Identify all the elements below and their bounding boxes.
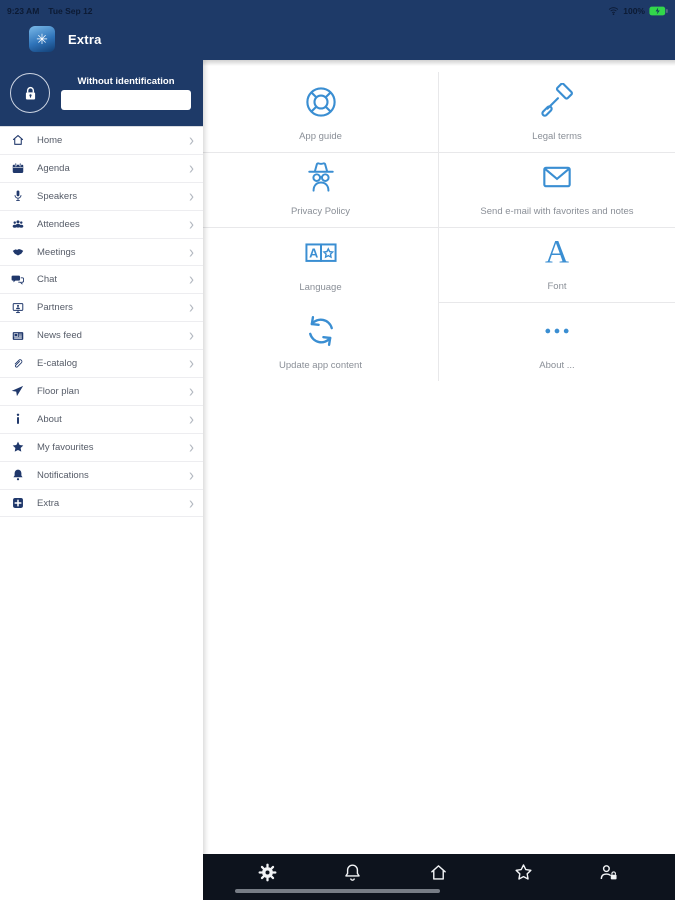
home-icon[interactable] xyxy=(428,862,449,883)
sidebar-item-label: Floor plan xyxy=(37,385,80,397)
sidebar-item-label: Notifications xyxy=(37,469,89,481)
chevron-right-icon: › xyxy=(189,409,194,430)
sidebar-item-agenda[interactable] xyxy=(0,155,203,183)
chevron-right-icon: › xyxy=(189,270,194,290)
sidebar xyxy=(0,60,203,900)
sidebar-item-label: Extra xyxy=(37,497,60,509)
home-indicator[interactable] xyxy=(235,889,440,894)
tile-label: Privacy Policy xyxy=(290,206,351,217)
sidebar-item-home[interactable] xyxy=(0,127,203,155)
status-time: 9:23 AM xyxy=(7,5,40,16)
tile-app-guide[interactable] xyxy=(203,72,439,153)
handshake-icon xyxy=(11,245,25,259)
sidebar-item-news-feed[interactable] xyxy=(0,322,203,350)
paperclip-icon xyxy=(11,357,25,371)
sidebar-item-attendees[interactable] xyxy=(0,211,203,239)
refresh-icon xyxy=(302,312,340,350)
tiles-grid xyxy=(203,72,675,381)
sidebar-item-label: Meetings xyxy=(37,246,76,258)
person-lock-icon[interactable] xyxy=(598,862,619,883)
identification-input[interactable] xyxy=(61,90,191,110)
sidebar-item-speakers[interactable] xyxy=(0,183,203,211)
spy-icon xyxy=(302,158,340,196)
chevron-right-icon: › xyxy=(189,493,194,513)
sidebar-item-label: News feed xyxy=(37,330,82,342)
chevron-right-icon: › xyxy=(189,465,194,485)
sidebar-item-partners[interactable] xyxy=(0,294,203,322)
home-icon xyxy=(11,133,25,147)
tile-about[interactable] xyxy=(439,303,675,381)
star-icon xyxy=(11,440,25,454)
chevron-right-icon: › xyxy=(189,298,194,318)
tile-language[interactable] xyxy=(203,228,439,303)
chevron-right-icon: › xyxy=(189,353,194,374)
battery-icon xyxy=(649,6,668,16)
sidebar-item-e-catalog[interactable] xyxy=(0,350,203,378)
tile-legal-terms[interactable] xyxy=(439,72,675,153)
people-icon xyxy=(11,217,25,231)
chevron-right-icon: › xyxy=(189,214,194,234)
bell-icon xyxy=(11,468,25,482)
login-block xyxy=(0,60,203,126)
chevron-right-icon: › xyxy=(189,242,194,262)
chevron-right-icon: › xyxy=(189,130,194,151)
envelope-icon xyxy=(538,158,576,196)
tile-label: Font xyxy=(547,281,567,292)
status-date: Tue Sep 12 xyxy=(48,5,93,16)
ellipsis-icon xyxy=(538,312,576,350)
calendar-icon xyxy=(11,161,25,175)
starburst-logo-icon: ✳ xyxy=(29,26,55,52)
lock-icon xyxy=(21,84,40,103)
sidebar-menu xyxy=(0,126,203,517)
sidebar-item-my-favourites[interactable] xyxy=(0,434,203,462)
gavel-icon xyxy=(538,83,576,121)
status-bar xyxy=(0,0,675,18)
sidebar-item-label: Partners xyxy=(37,302,73,314)
chevron-right-icon: › xyxy=(189,437,194,458)
page-title: Extra xyxy=(68,31,102,47)
sidebar-item-notifications[interactable] xyxy=(0,462,203,490)
sidebar-item-floor-plan[interactable] xyxy=(0,378,203,406)
font-letter-icon xyxy=(538,233,576,271)
plus-square-icon xyxy=(11,496,25,510)
sidebar-item-label: About xyxy=(37,413,62,425)
tile-font[interactable] xyxy=(439,228,675,303)
sidebar-item-about[interactable] xyxy=(0,406,203,434)
sidebar-item-label: Home xyxy=(37,134,63,146)
chevron-right-icon: › xyxy=(189,381,194,402)
tile-label: Legal terms xyxy=(532,131,582,142)
info-icon xyxy=(11,412,25,426)
sidebar-item-extra[interactable] xyxy=(0,490,203,518)
lock-badge[interactable] xyxy=(10,73,50,113)
sidebar-item-label: Chat xyxy=(37,274,58,286)
translate-icon xyxy=(302,234,340,272)
sidebar-item-label: Speakers xyxy=(37,190,78,202)
chat-icon xyxy=(11,273,25,287)
gear-icon[interactable] xyxy=(257,862,278,883)
tile-label: About ... xyxy=(539,360,575,371)
sidebar-item-label: My favourites xyxy=(37,441,94,453)
main-content xyxy=(203,60,675,900)
chevron-right-icon: › xyxy=(189,325,194,346)
sidebar-item-chat[interactable] xyxy=(0,266,203,294)
paper-plane-icon xyxy=(11,384,25,398)
sidebar-item-label: Attendees xyxy=(37,218,80,230)
lifebuoy-icon xyxy=(302,83,340,121)
battery-percent: 100% xyxy=(623,5,645,16)
chevron-right-icon: › xyxy=(189,158,194,179)
tile-send-e-mail-with-favorites-and-notes[interactable] xyxy=(439,153,675,228)
tile-privacy-policy[interactable] xyxy=(203,153,439,228)
sidebar-item-label: Agenda xyxy=(37,162,70,174)
chevron-right-icon: › xyxy=(189,186,194,206)
login-label: Without identification xyxy=(77,76,175,87)
tile-label: Send e-mail with favorites and notes xyxy=(480,206,634,217)
bottom-nav-bar xyxy=(203,854,675,900)
app-header xyxy=(0,0,675,60)
bell-icon[interactable] xyxy=(342,862,363,883)
microphone-icon xyxy=(11,189,25,203)
tile-label: Update app content xyxy=(279,360,362,371)
newspaper-icon xyxy=(11,329,25,343)
star-icon[interactable] xyxy=(513,862,534,883)
sidebar-item-label: E-catalog xyxy=(37,358,78,370)
tile-update-app-content[interactable] xyxy=(203,303,439,381)
tile-label: App guide xyxy=(299,131,342,142)
wifi-icon xyxy=(608,5,619,16)
sidebar-item-meetings[interactable] xyxy=(0,239,203,267)
tile-label: Language xyxy=(299,282,342,293)
partner-board-icon xyxy=(11,301,25,315)
